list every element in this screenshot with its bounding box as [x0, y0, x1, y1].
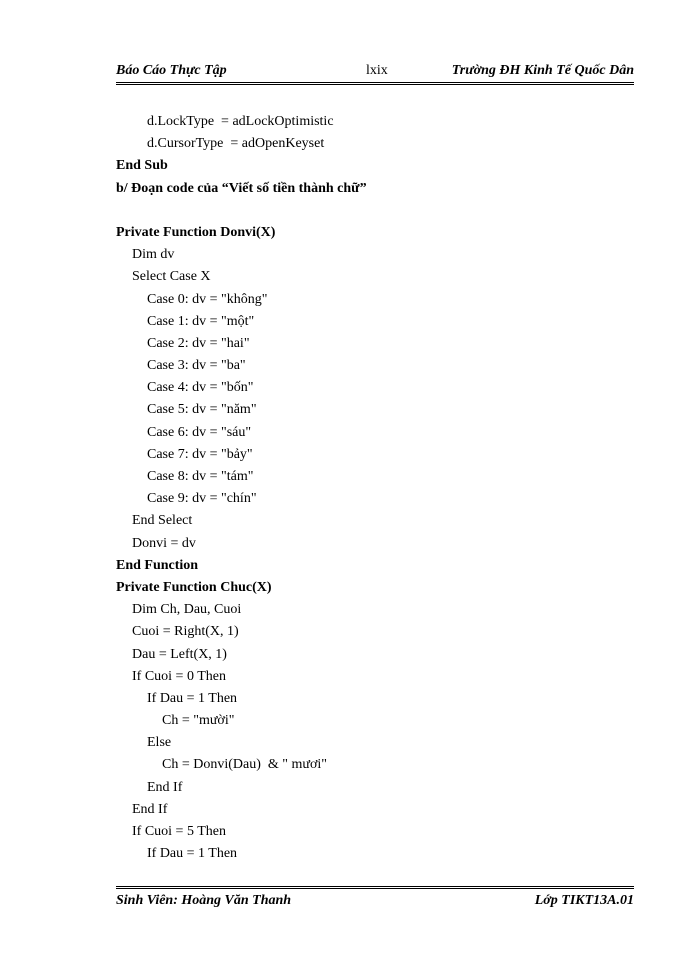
- page-footer: [116, 893, 634, 911]
- header-rule: [116, 82, 634, 85]
- code-listing: [116, 111, 634, 865]
- code-line: End If: [132, 801, 168, 817]
- code-line: End Select: [132, 513, 193, 529]
- code-line: End Function: [116, 557, 199, 573]
- code-line: Else: [147, 735, 172, 751]
- code-line: Case 4: dv = "bốn": [147, 380, 254, 396]
- code-line: If Dau = 1 Then: [147, 690, 238, 706]
- code-line: If Cuoi = 5 Then: [132, 824, 226, 839]
- code-line: d.LockType = adLockOptimistic: [147, 114, 334, 129]
- page-number: lxix: [366, 63, 388, 78]
- footer-class-code: Lớp TIKT13A.01: [534, 893, 634, 908]
- code-line: b/ Đoạn code của “Viết số tiền thành chữ”: [116, 180, 367, 196]
- code-line: Case 3: dv = "ba": [147, 358, 246, 374]
- code-line: Case 1: dv = "một": [147, 313, 255, 329]
- code-line: Private Function Chuc(X): [116, 579, 272, 595]
- code-line: Ch = "mười": [162, 713, 235, 729]
- code-line: Cuoi = Right(X, 1): [132, 624, 239, 640]
- code-line: Case 0: dv = "không": [147, 291, 268, 307]
- code-line: End Sub: [116, 158, 168, 174]
- code-line: Dim Ch, Dau, Cuoi: [132, 602, 242, 618]
- code-line: If Dau = 1 Then: [147, 846, 238, 862]
- code-line: Dim dv: [132, 247, 175, 263]
- code-line: Donvi = dv: [132, 535, 196, 551]
- code-line: Private Function Donvi(X): [116, 224, 276, 240]
- page-header: [116, 63, 634, 81]
- code-line: Select Case X: [132, 269, 211, 285]
- code-line: End If: [147, 779, 183, 795]
- code-line: [116, 200, 634, 222]
- code-line: If Cuoi = 0 Then: [132, 668, 226, 684]
- code-line: Case 5: dv = "năm": [147, 402, 257, 418]
- header-university: Trường ĐH Kinh Tế Quốc Dân: [451, 63, 634, 78]
- footer-student-name: Sinh Viên: Hoàng Văn Thanh: [116, 893, 292, 908]
- code-line: Dau = Left(X, 1): [132, 646, 227, 662]
- header-report-title: Báo Cáo Thực Tập: [116, 63, 227, 78]
- code-line: d.CursorType = adOpenKeyset: [147, 136, 325, 152]
- code-line: Case 2: dv = "hai": [147, 335, 250, 351]
- code-line: Case 8: dv = "tám": [147, 469, 254, 484]
- code-line: Case 7: dv = "bảy": [147, 446, 253, 462]
- code-line: Ch = Donvi(Dau) & " mươi": [162, 757, 327, 773]
- code-line: Case 6: dv = "sáu": [147, 424, 252, 440]
- code-line: Case 9: dv = "chín": [147, 491, 257, 507]
- footer-rule: [116, 886, 634, 889]
